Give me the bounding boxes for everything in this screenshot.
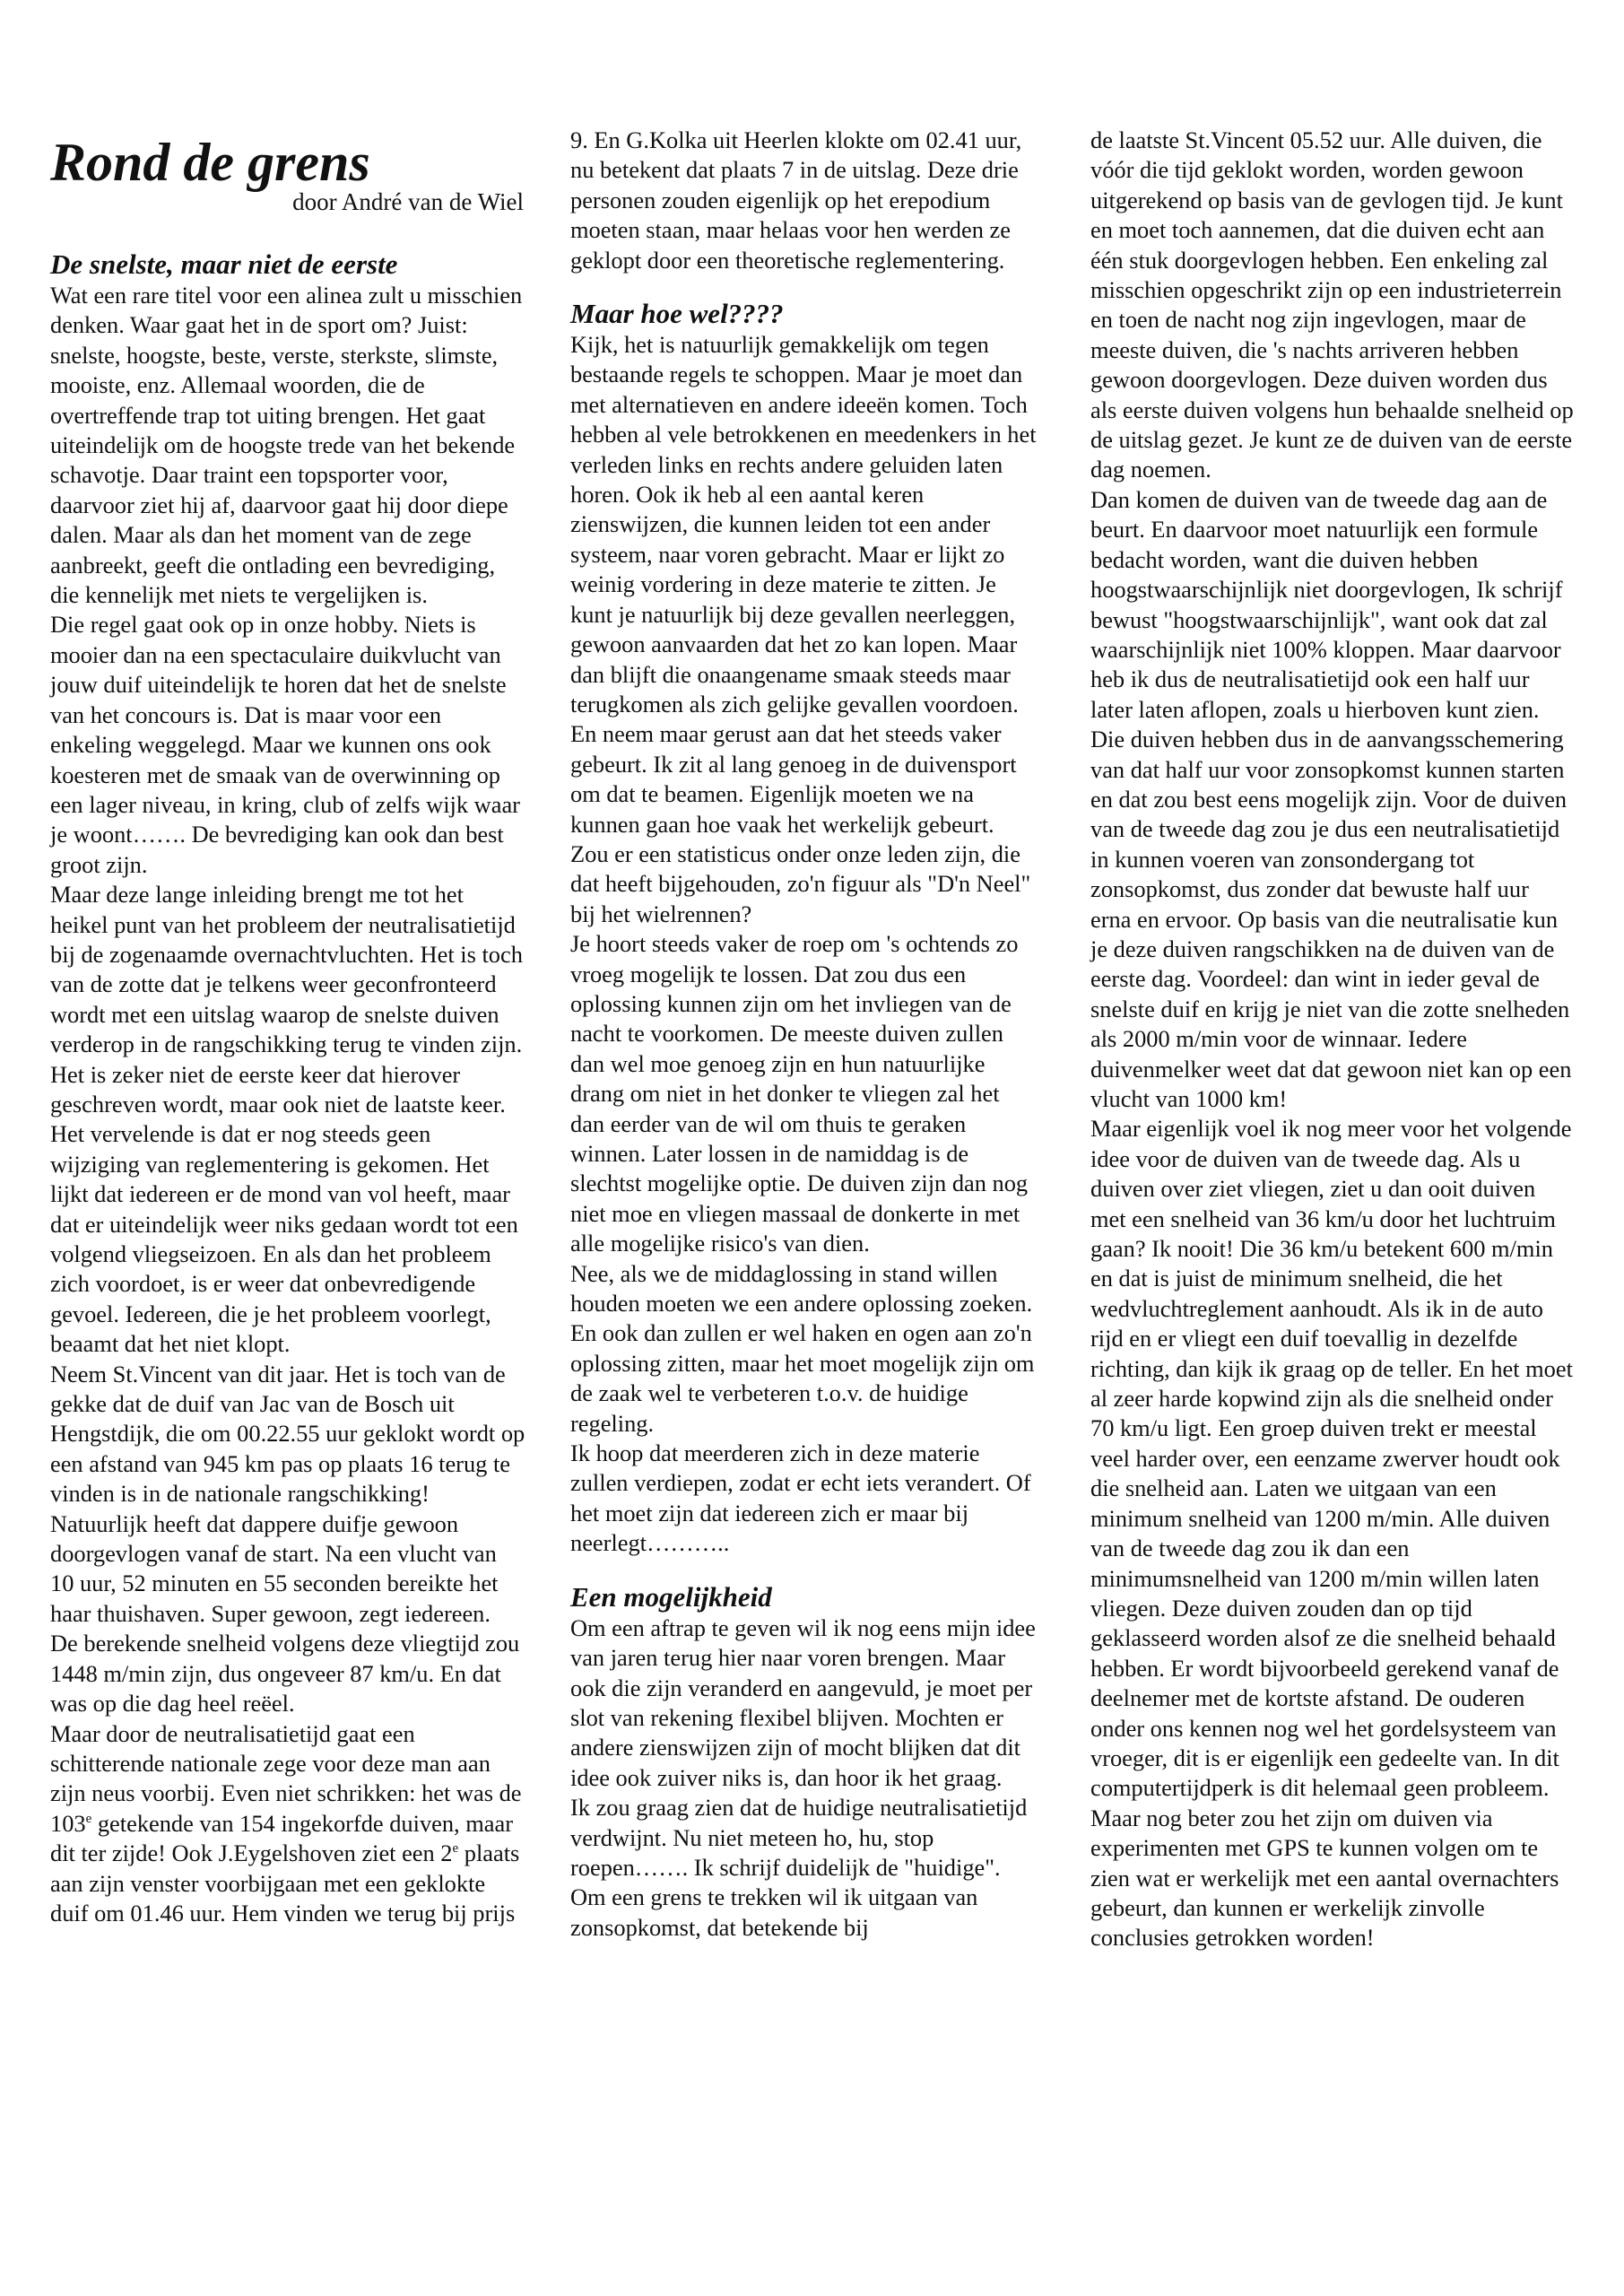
text-segment: Maar door de neutralisatietijd gaat een schitterende nationale zege voor deze man aan zijn neus voorbij. Even niet schrikken: het was de 103 <box>50 1719 522 1837</box>
paragraph: Neem St.Vincent van dit jaar. Het is toch van de gekke dat de duif van Jac van de Bosch uit Hengstdijk, die om 00.22.55 uur geklokt wordt op een afstand van 945 km pas op plaats 16 terug te vinden is in de nationale rangschikking! Natuurlijk heeft dat dappere duifje gewoon doorgevlogen vanaf de start. Na een vlucht van 10 uur, 52 minuten en 55 seconden bereikte het haar thuishaven. Super gewoon, zegt iedereen. <box>50 1360 525 1627</box>
paragraph: Die regel gaat ook op in onze hobby. Niets is mooier dan na een spectaculaire duikvlucht van jouw duif uiteindelijk te horen dat het de snelste van het concours is. Dat is maar voor een enkeling weggelegd. Maar we kunnen ons ook koesteren met de smaak van de overwinning op een lager niveau, in kring, club of zelfs wijk waar je woont……. De bevrediging kan ook dan best groot zijn. <box>50 611 520 878</box>
column-1 <box>50 126 525 1928</box>
column-3 <box>1090 126 1575 1953</box>
subheading-snelste: De snelste, maar niet de eerste <box>50 248 398 280</box>
superscript: e <box>85 1811 92 1826</box>
subheading-maar-hoe-wel: Maar hoe wel???? <box>570 298 784 330</box>
paragraph <box>50 1719 525 1929</box>
paragraph: Om een aftrap te geven wil ik nog eens mijn idee van jaren terug hier naar voren brengen. Maar ook die zijn veranderd en aangevuld, je moet per slot van rekening flexibel blijven. Mochten er andere zienswijzen zijn of mocht blijken dat dit idee ook zuiver niks is, dan hoor ik het graag. <box>570 1613 1036 1791</box>
paragraph: De berekende snelheid volgens deze vliegtijd zou 1448 m/min zijn, dus ongeveer 87 km/u. En dat was op die dag heel reëel. <box>50 1630 520 1718</box>
paragraph: Maar deze lange inleiding brengt me tot het heikel punt van het probleem der neutralisatietijd bij de zogenaamde overnachtvluchten. Het is toch van de zotte dat je telkens weer geconfronteerd wordt met een uitslag waarop de snelste duiven verderop in de rangschikking terug te vinden zijn. Het is zeker niet de eerste keer dat hierover geschreven wordt, maar ook niet de laatste keer. Het vervelende is dat er nog steeds geen wijziging van reglementering is gekomen. Het lijkt dat iedereen er de mond van vol heeft, maar dat er uiteindelijk weer niks gedaan wordt tot een volgend vliegseizoen. En als dan het probleem zich voordoet, is er weer dat onbevredigende gevoel. Iedereen, die je het probleem voorlegt, beaamt dat het niet klopt. <box>50 881 523 1358</box>
paragraph: Je hoort steeds vaker de roep om 's ochtends zo vroeg mogelijk te lossen. Dat zou dus een oplossing kunnen zijn om het invliegen van de nacht te voorkomen. De meeste duiven zullen dan wel moe genoeg zijn en hun natuurlijke drang om niet in het donker te vliegen zal het dan eerder van de wil om thuis te geraken winnen. Later lossen in de namiddag is de slechtst mogelijke optie. De duiven zijn dan nog niet moe en vliegen massaal de donkerte in met alle mogelijke risico's van dien. <box>570 930 1029 1257</box>
paragraph: Ik hoop dat meerderen zich in deze materie zullen verdiepen, zodat er echt iets verandert. Of het moet zijn dat iedereen zich er maar bij neerlegt……….. <box>570 1439 1031 1557</box>
column-2 <box>570 126 1037 1943</box>
superscript: e <box>452 1841 459 1857</box>
paragraph: Nee, als we de middaglossing in stand willen houden moeten we een andere oplossing zoeken. En ook dan zullen er wel haken en ogen aan zo'n oplossing zitten, maar het moet mogelijk zijn om de zaak wel te verbeteren t.o.v. de huidige regeling. <box>570 1259 1035 1437</box>
paragraph: Ik zou graag zien dat de huidige neutralisatietijd verdwijnt. Nu niet meteen ho, hu, stop roepen……. Ik schrijf duidelijk de "huidige". Om een grens te trekken wil ik uitgaan van zonsopkomst, dat betekende bij <box>570 1794 1028 1941</box>
paragraph: Dan komen de duiven van de tweede dag aan de beurt. En daarvoor moet natuurlijk een formule bedacht worden, want die duiven hebben hoogstwaarschijnlijk niet doorgevlogen, Ik schrijf bewust "hoogstwaarschijnlijk", want ook dat zal waarschijnlijk niet 100% kloppen. Maar daarvoor heb ik dus de neutralisatietijd ook een half uur later laten aflopen, zoals u hierboven kunt zien. Die duiven hebben dus in de aanvangsschemering van dat half uur voor zonsopkomst kunnen starten en dat zou best eens mogelijk zijn. Voor de duiven van de tweede dag zou je dus een neutralisatietijd in kunnen voeren van zonsondergang tot zonsopkomst, dus zonder dat bewuste half uur erna en ervoor. Op basis van die neutralisatie kun je deze duiven rangschikken na de duiven van de eerste dag. Voordeel: dan wint in ieder geval de snelste duif en krijg je niet van die zotte snelheden als 2000 m/min voor de winnaar. Iedere duivenmelker weet dat dat gewoon niet kan op een vlucht van 1000 km! <box>1090 485 1572 1112</box>
article-byline: door André van de Wiel <box>292 188 524 215</box>
paragraph: de laatste St.Vincent 05.52 uur. Alle duiven, die vóór die tijd geklokt worden, worden gewoon uitgerekend op basis van de gevlogen tijd. Je kunt en moet toch aannemen, dat die duiven echt aan één stuk doorgevlogen hebben. Een enkeling zal misschien opgeschrikt zijn op een industrieterrein en toen de nacht nog zijn ingevlogen, maar de meeste duiven, die 's nachts arriveren hebben gewoon doorgevlogen. Deze duiven worden dus als eerste duiven volgens hun behaalde snelheid op de uitslag gezet. Je kunt ze de duiven van de eerste dag noemen. <box>1090 126 1574 483</box>
article-title: Rond de grens <box>50 133 370 192</box>
text-segment: getekende van 154 ingekorfde duiven, maar dit ter zijde! Ook J.Eygelshoven ziet een 2 <box>50 1809 513 1867</box>
paragraph: Kijk, het is natuurlijk gemakkelijk om tegen bestaande regels te schoppen. Maar je moet dan met alternatieven en andere ideeën komen. Toch hebben al vele betrokkenen en meedenkers in het verleden links en rechts andere geluiden laten horen. Ook ik heb al een aantal keren zienswijzen, die kunnen leiden tot een ander systeem, naar voren gebracht. Maar er lijkt zo weinig vordering in deze materie te zitten. Je kunt je natuurlijk bij deze gevallen neerleggen, gewoon aanvaarden dat het zo kan lopen. Maar dan blijft die onaangename smaak steeds maar terugkomen als zich gelijke gevallen voordoen. En neem maar gerust aan dat het steeds vaker gebeurt. Ik zit al lang genoeg in de duivensport om dat te beamen. Eigenlijk moeten we na kunnen gaan hoe vaak het werkelijk gebeurt. Zou er een statisticus onder onze leden zijn, die dat heeft bijgehouden, zo'n figuur als "D'n Neel" bij het wielrennen? <box>570 331 1037 927</box>
paragraph: 9. En G.Kolka uit Heerlen klokte om 02.41 uur, nu betekent dat plaats 7 in de uitslag. Deze drie personen zouden eigenlijk op het erepodium moeten staan, maar helaas voor hen werden ze geklopt door een theoretische reglementering. <box>570 126 1022 274</box>
subheading-een-mogelijkheid: Een mogelijkheid <box>570 1580 772 1613</box>
paragraph: Maar eigenlijk voel ik nog meer voor het volgende idee voor de duiven van de tweede dag. Als u duiven over ziet vliegen, ziet u dan ooit duiven met een snelheid van 36 km/u door het luchtruim gaan? Ik nooit! Die 36 km/u betekent 600 m/min en dat is juist de minimum snelheid, die het wedvluchtreglement aanhoudt. Als ik in de auto rijd en er vliegt een duif toevallig in dezelfde richting, dan kijk ik graag op de teller. En het moet al zeer harde kopwind zijn als die snelheid onder 70 km/u ligt. Een groep duiven trekt er meestal veel harder over, een eenzame zwerver houdt ook die snelheid aan. Laten we uitgaan van een minimum snelheid van 1200 m/min. Alle duiven van de tweede dag zou ik dan een minimumsnelheid van 1200 m/min willen laten vliegen. Deze duiven zouden dan op tijd geklasseerd worden alsof ze die snelheid behaald hebben. Er wordt bijvoorbeeld gerekend vanaf de deelnemer met de kortste afstand. De ouderen onder ons kennen nog wel het gordelsysteem van vroeger, dit is er eigenlijk een gedeelte van. In dit computertijdperk is dit helemaal geen probleem. Maar nog beter zou het zijn om duiven via experimenten met GPS te kunnen volgen om te zien wat er werkelijk met een aantal overnachters gebeurt, dan kunnen er werkelijk zinvolle conclusies getrokken worden! <box>1090 1115 1573 1952</box>
text-segment: plaats aan zijn venster voorbijgaan met een geklokte duif om 01.46 uur. Hem vinden we terug bij prijs <box>50 1839 520 1926</box>
paragraph: Wat een rare titel voor een alinea zult u misschien denken. Waar gaat het in de sport om? Juist: snelste, hoogste, beste, verste, sterkste, slimste, mooiste, enz. Allemaal woorden, die de overtreffende trap tot uiting brengen. Het gaat uiteindelijk om de hoogste trede van het bekende schavotje. Daar traint een topsporter voor, daarvoor ziet hij af, daarvoor gaat hij door diepe dalen. Maar als dan het moment van de zege aanbreekt, geeft die ontlading een bevrediging, die kennelijk met niets te vergelijken is. <box>50 282 523 609</box>
